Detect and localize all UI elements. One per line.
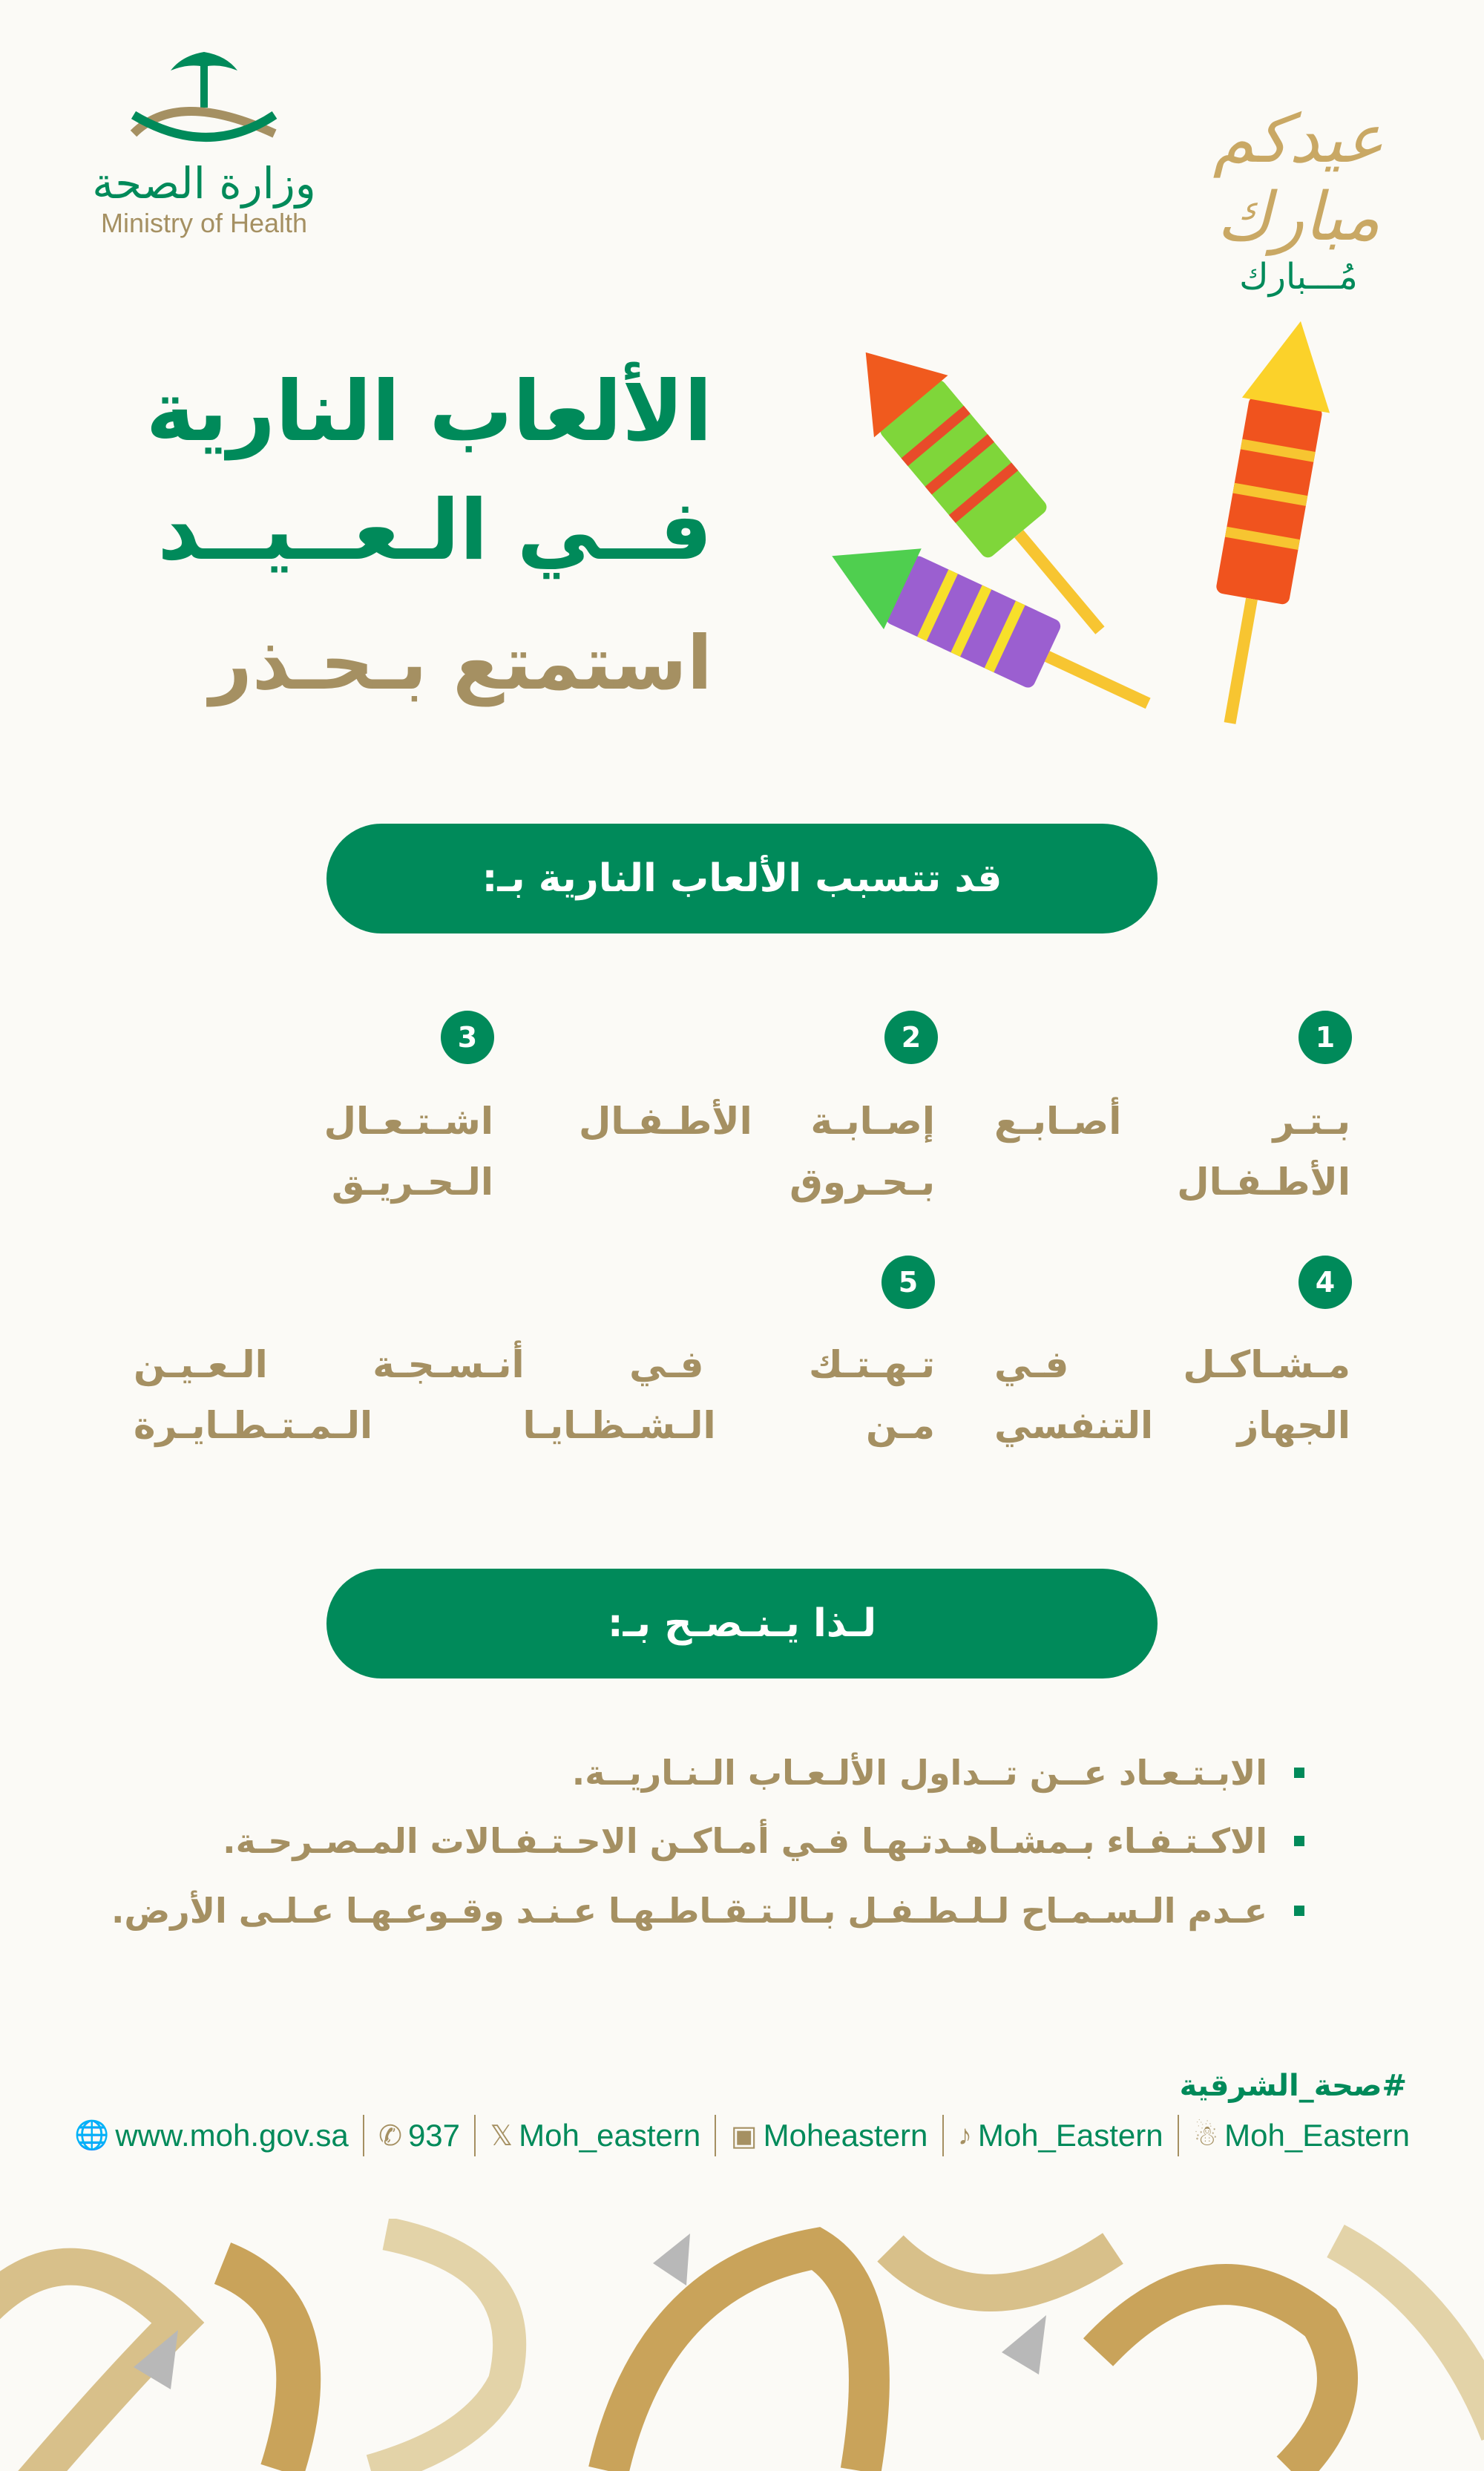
tiktok-link[interactable]: ♪ Moh_Eastern (957, 2118, 1163, 2153)
causes-heading: قد تتسبب الألعاب النارية بـ: (326, 824, 1158, 933)
youtube-icon: ▣ (730, 2120, 758, 2152)
title-line-3: استمتع بـحـذر (209, 620, 712, 706)
fireworks-rockets-illustration (787, 312, 1380, 794)
x-icon: 𝕏 (490, 2120, 513, 2152)
title-line-1: الألعاب النارية (145, 364, 712, 460)
snapchat-link[interactable]: ☃ Moh_Eastern (1193, 2118, 1410, 2153)
advice-heading: لـذا يـنـصـح بـ: (326, 1569, 1158, 1678)
youtube-link[interactable]: ▣ Moheastern (730, 2118, 928, 2153)
bullet-icon (1294, 1836, 1304, 1846)
cause-number: 1 (1298, 1011, 1352, 1064)
decorative-calligraphy-border (0, 2219, 1484, 2471)
title-line-2: فــي الـعــيــد (157, 482, 712, 579)
contact-links (74, 2115, 1410, 2156)
cause-number: 3 (441, 1011, 494, 1064)
phone-link[interactable]: ✆ 937 (378, 2118, 461, 2153)
website-link[interactable]: 🌐 www.moh.gov.sa (74, 2118, 349, 2153)
advice-item: الابـتـعـاد عــن تــداول الألـعـاب الـنـاريــة. (572, 1753, 1304, 1793)
moh-logo (82, 45, 326, 260)
phone-icon: ✆ (378, 2120, 402, 2152)
x-link[interactable]: 𝕏 Moh_eastern (490, 2118, 701, 2153)
globe-icon: 🌐 (74, 2120, 110, 2151)
palm-swords-icon (119, 45, 289, 156)
cause-number: 5 (881, 1256, 935, 1309)
moh-arabic-name: وزارة الصحة (92, 158, 316, 209)
advice-item: عـدم الـسـمـاح لـلـطـفـل بـالـتـقـاطـهـا عـنـد وقـوعـهـا عـلـى الأرض. (111, 1891, 1304, 1931)
tiktok-icon: ♪ (957, 2119, 972, 2151)
cause-number: 4 (1298, 1256, 1352, 1309)
advice-item: الاكـتـفـاء بـمشـاهـدتـهـا فـي أمـاكـن الاحـتـفـالات المـصـرحـة. (223, 1821, 1304, 1861)
bullet-icon (1294, 1906, 1304, 1916)
moh-english-name: Ministry of Health (100, 208, 308, 238)
bullet-icon (1294, 1768, 1304, 1778)
cause-number: 2 (884, 1011, 938, 1064)
hashtag: #صحة_الشرقية (1179, 2069, 1407, 2103)
snapchat-icon: ☃ (1193, 2120, 1219, 2152)
eid-mubarak-logo: عيدكم مبارك مُـــبارك (1212, 100, 1385, 298)
